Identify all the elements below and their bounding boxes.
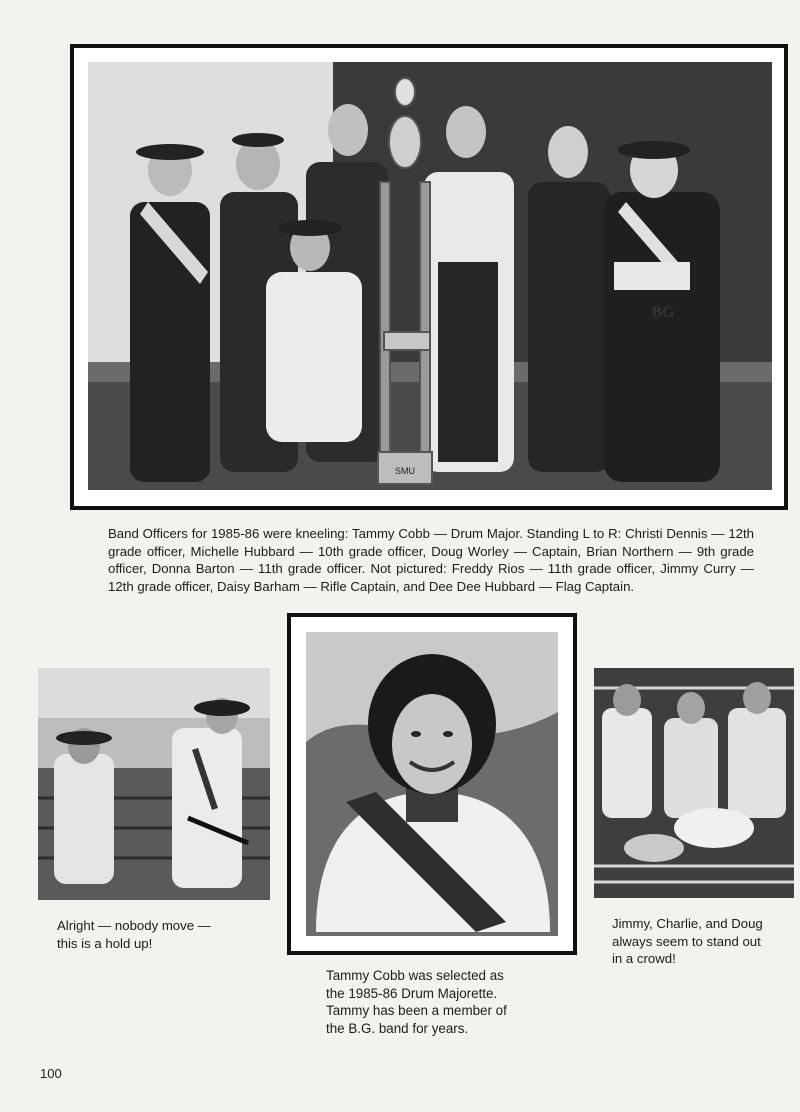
trophy-base-text: SMU: [395, 466, 415, 476]
hold-up-photo: [38, 668, 270, 900]
page-number: 100: [40, 1066, 62, 1081]
caption-line: this is a hold up!: [57, 935, 153, 951]
caption-line: Jimmy, Charlie, and Doug: [612, 916, 763, 931]
caption-line: always seem to stand out: [612, 933, 761, 949]
caption-line: Tammy Cobb was selected as: [326, 968, 504, 983]
crowd-caption: [612, 915, 792, 968]
tammy-cobb-caption: [326, 967, 576, 1037]
caption-line: in a crowd!: [612, 951, 676, 966]
sash-monogram: BG: [651, 304, 675, 321]
caption-line: the 1985-86 Drum Majorette.: [326, 985, 498, 1001]
band-in-stands-photo: [594, 668, 794, 898]
hold-up-caption: [57, 917, 267, 952]
caption-line: Tammy has been a member of: [326, 1003, 507, 1018]
band-officers-photo: [88, 62, 772, 490]
caption-line: Alright — nobody move —: [57, 918, 211, 933]
caption-line: the B.G. band for years.: [326, 1020, 469, 1036]
tammy-cobb-portrait: [306, 632, 558, 936]
main-photo-caption: Band Officers for 1985-86 were kneeling: Tammy Cobb — Drum Major. Standing L to R: Christi Dennis — 12th grade officer, Michelle Hubbard — 10th grade officer, Doug Worley — Captain, Brian Northern — 9th grade officer, Donna Barton — 11th grade officer. Not pictured: Freddy Rios — 11th grade officer, Jimmy Curry — 12th grade officer, Daisy Barham — Rifle Captain, and Dee Dee Hubbard — Flag Captain.: [108, 526, 754, 594]
